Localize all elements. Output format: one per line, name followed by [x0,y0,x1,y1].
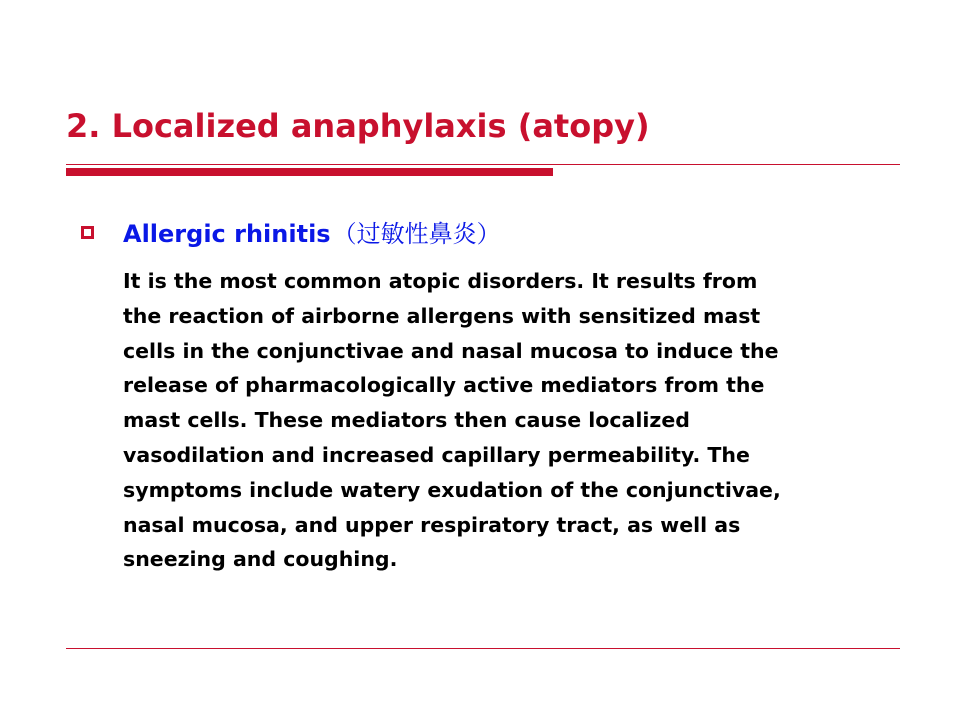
body-line: release of pharmacologically active mediators from the [123,373,765,398]
hollow-square-bullet-icon [81,226,94,239]
bullet-heading [123,218,501,250]
title-divider-thick [66,168,553,176]
body-line: vasodilation and increased capillary permeability. The [123,442,750,467]
footer-divider [66,648,900,649]
body-line: cells in the conjunctivae and nasal mucosa to induce the [123,338,779,363]
bullet-heading-label: Allergic rhinitis [123,220,331,248]
body-line: symptoms include watery exudation of the conjunctivae, [123,477,781,502]
body-line: nasal mucosa, and upper respiratory tract, as well as [123,512,741,537]
body-line: the reaction of airborne allergens with sensitized mast [123,303,761,328]
slide-title: 2. Localized anaphylaxis (atopy) [66,107,650,145]
bullet-heading-chinese: （过敏性鼻炎） [332,220,501,248]
body-line: mast cells. These mediators then cause localized [123,408,690,433]
bullet-body [123,264,923,577]
title-divider-thin [66,164,900,165]
body-line: It is the most common atopic disorders. It results from [123,269,758,293]
body-line: sneezing and coughing. [123,547,398,572]
